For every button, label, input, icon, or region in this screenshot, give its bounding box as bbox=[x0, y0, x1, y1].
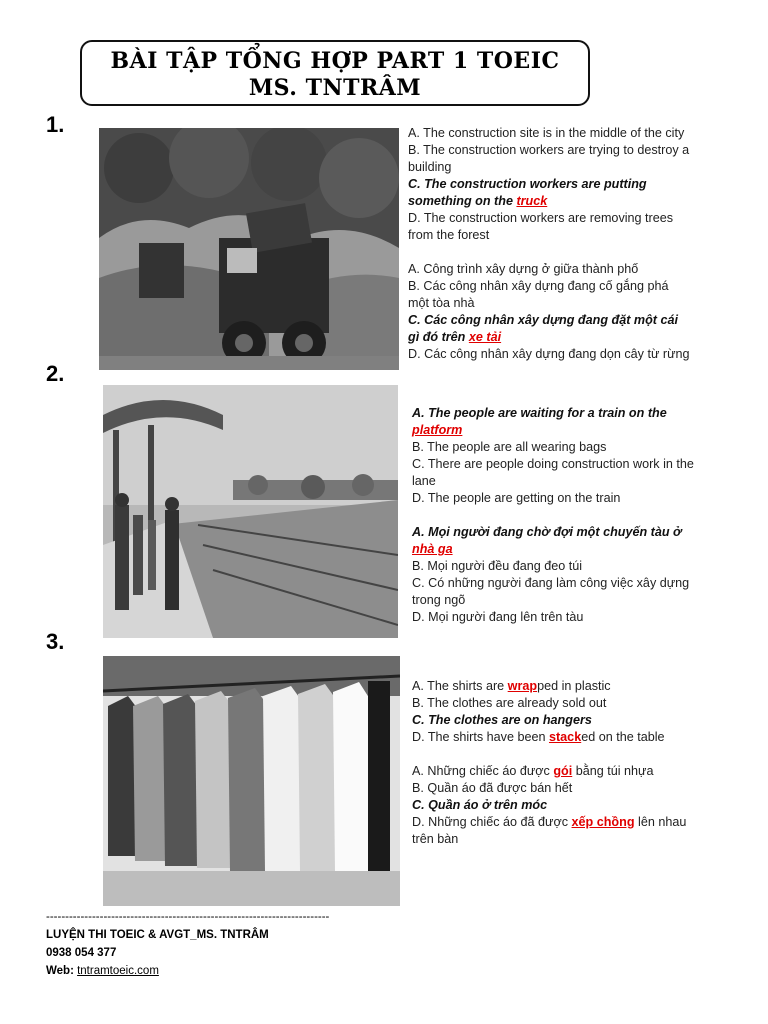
question-3-options bbox=[412, 678, 712, 848]
q2-vi-option-c-line1: C. Có những người đang làm công việc xây dựng bbox=[412, 576, 690, 590]
q1-vi-keyword: xe tải bbox=[468, 330, 502, 344]
q3-vi-option-b: B. Quần áo đã được bán hết bbox=[412, 781, 573, 795]
title-line-2: MS. TNTRÂM bbox=[248, 75, 422, 101]
footer bbox=[46, 908, 329, 980]
q1-en-option-a: A. The construction site is in the middle of the city bbox=[408, 126, 685, 140]
q2-vi-option-d: D. Mọi người đang lên trên tàu bbox=[412, 610, 584, 624]
footer-web bbox=[46, 962, 329, 980]
train-platform-photo bbox=[103, 385, 398, 638]
q1-en-option-b-line2: building bbox=[408, 160, 452, 174]
question-2-options bbox=[412, 405, 712, 626]
footer-phone: 0938 054 377 bbox=[46, 947, 117, 959]
q1-en-keyword: truck bbox=[516, 194, 548, 208]
footer-web-label: Web: bbox=[46, 965, 78, 977]
q1-vi-option-a: A. Công trình xây dựng ở giữa thành phố bbox=[408, 262, 639, 276]
q3-vi-option-c: C. Quần áo ở trên móc bbox=[412, 798, 548, 812]
clothes-hangers-photo bbox=[103, 656, 400, 906]
question-number-2: 2. bbox=[46, 361, 65, 386]
q1-en-option-b-line1: B. The construction workers are trying to destroy a bbox=[408, 143, 690, 157]
q1-en-option-c-line2: something on the truck bbox=[408, 194, 548, 208]
q1-vi-option-b-line2: một tòa nhà bbox=[408, 296, 475, 310]
footer-web-link[interactable]: tntramtoeic.com bbox=[77, 965, 159, 977]
q3-vi-option-d-line2: trên bàn bbox=[412, 832, 459, 846]
footer-divider: -------------------------------------------------------------------------- bbox=[46, 911, 330, 923]
q3-vi-option-d-line1: D. Những chiếc áo đã được xếp chồng lên nhau bbox=[412, 815, 687, 829]
q2-en-option-a-line1: A. The people are waiting for a train on the bbox=[412, 406, 667, 420]
question-1-options bbox=[408, 125, 708, 363]
footer-org: LUYỆN THI TOEIC & AVGT_MS. TNTRÂM bbox=[46, 929, 269, 941]
q3-en-option-a: A. The shirts are wrapped in plastic bbox=[412, 679, 611, 693]
q3-vi-option-a: A. Những chiếc áo được gói bằng túi nhựa bbox=[412, 764, 654, 778]
q2-en-option-a-line2 bbox=[412, 422, 712, 439]
q3-en-keyword-a: wrap bbox=[507, 679, 538, 693]
q1-vi-option-d: D. Các công nhân xây dựng đang dọn cây từ rừng bbox=[408, 347, 690, 361]
q1-vi-option-c-line2: gì đó trên xe tải bbox=[408, 330, 502, 344]
q2-vi-option-a-line1: A. Mọi người đang chờ đợi một chuyến tàu ở bbox=[412, 525, 682, 539]
q1-en-option-d-line1: D. The construction workers are removing trees bbox=[408, 211, 674, 225]
q2-vi-option-a-line2 bbox=[412, 541, 712, 558]
q3-en-option-b: B. The clothes are already sold out bbox=[412, 696, 607, 710]
q2-en-option-c-line2: lane bbox=[412, 474, 436, 488]
q1-vi-option-b-line1: B. Các công nhân xây dựng đang cố gắng phá bbox=[408, 279, 669, 293]
q2-en-keyword: platform bbox=[412, 423, 463, 437]
q3-en-keyword-d: stack bbox=[548, 730, 582, 744]
q2-vi-option-b: B. Mọi người đều đang đeo túi bbox=[412, 559, 583, 573]
q2-en-option-b: B. The people are all wearing bags bbox=[412, 440, 607, 454]
q3-en-option-c: C. The clothes are on hangers bbox=[412, 713, 592, 727]
q3-en-option-d: D. The shirts have been stacked on the table bbox=[412, 730, 665, 744]
title-box bbox=[80, 40, 590, 106]
q2-en-option-c-line1: C. There are people doing construction work in the bbox=[412, 457, 694, 471]
q2-vi-keyword: nhà ga bbox=[412, 542, 453, 556]
q3-vi-keyword-d: xếp chồng bbox=[571, 815, 635, 829]
question-number-1: 1. bbox=[46, 112, 65, 137]
title-line-1: BÀI TẬP TỔNG HỢP PART 1 TOEIC bbox=[110, 48, 560, 74]
q2-vi-option-c-line2: trong ngõ bbox=[412, 593, 466, 607]
q1-en-option-d-line2: from the forest bbox=[408, 228, 490, 242]
question-number-3: 3. bbox=[46, 629, 65, 654]
q1-vi-option-c-line1: C. Các công nhân xây dựng đang đặt một cái bbox=[408, 313, 678, 327]
construction-truck-photo bbox=[99, 128, 399, 370]
q3-vi-keyword-a: gói bbox=[553, 764, 573, 778]
q1-en-option-c-line1: C. The construction workers are putting bbox=[408, 177, 647, 191]
q2-en-option-d: D. The people are getting on the train bbox=[412, 491, 621, 505]
